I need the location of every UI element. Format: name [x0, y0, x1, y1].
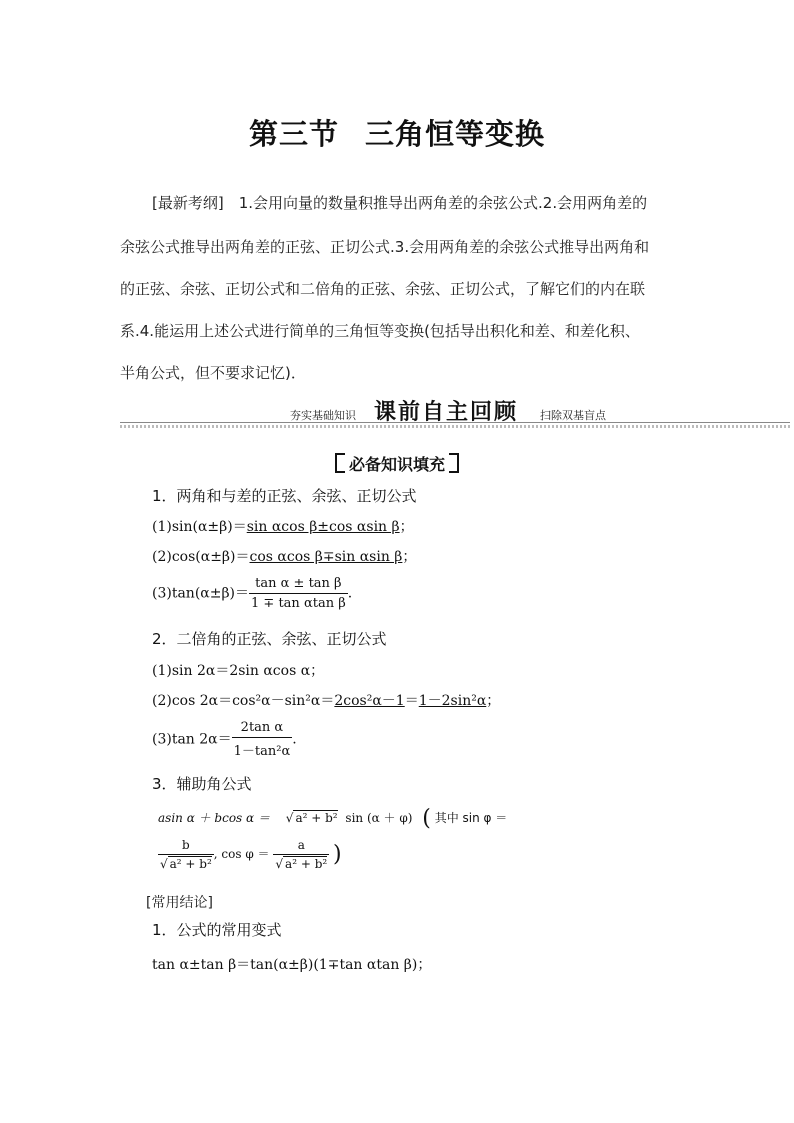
conclusion-heading: 1．公式的常用变式 [152, 921, 282, 939]
item3-formula-line-1 [158, 806, 507, 831]
fraction-denominator: 1 ∓ tan αtan β [251, 596, 346, 611]
fraction-numerator: tan α ± tan β [249, 576, 348, 594]
fraction-denominator: 1－tan²α [233, 744, 291, 759]
sqrt-expression: a² + b² [285, 857, 328, 871]
fill-answer: cos αcos β∓sin αsin β [249, 549, 403, 565]
formula-note: 其中 sin φ ＝ [434, 811, 508, 825]
fraction [273, 838, 329, 871]
fraction-numerator: b [158, 838, 214, 855]
section-banner [120, 395, 790, 427]
open-paren-icon: ( [422, 806, 431, 831]
item2-formula-3 [152, 720, 297, 759]
formula-prefix: (2)cos 2α＝cos²α－sin²α＝ [152, 693, 335, 709]
formula-suffix: ； [486, 693, 501, 709]
item2-formula-1: (1)sin 2α＝2sin αcos α； [152, 663, 325, 679]
banner-dotted-rule [120, 425, 790, 428]
item1-heading: 1．两角和与差的正弦、余弦、正切公式 [152, 487, 417, 505]
item2-heading: 2．二倍角的正弦、余弦、正切公式 [152, 630, 387, 648]
fraction-numerator: a [273, 838, 329, 855]
left-bracket-icon [335, 453, 345, 473]
formula-suffix: . [292, 731, 297, 748]
right-bracket-icon [449, 453, 459, 473]
intro-line-1: [最新考纲] 1.会用向量的数量积推导出两角差的余弦公式.2.会用两角差的 [152, 194, 648, 212]
fill-answer: 2cos²α－1 [334, 693, 405, 709]
conclusion-formula: tan α±tan β＝tan(α±β)(1∓tan αtan β)； [152, 957, 432, 973]
section-heading [0, 452, 794, 475]
formula-prefix: (3)tan 2α＝ [152, 731, 232, 748]
fraction [232, 720, 293, 759]
formula-left: asin α ＋ bcos α ＝ [158, 811, 270, 825]
fraction [158, 838, 214, 871]
item2-formula-2 [152, 690, 500, 710]
formula-prefix: (3)tan(α±β)＝ [152, 585, 250, 602]
title-topic: 三角恒等变换 [365, 117, 546, 151]
sqrt-symbol-icon: √ [285, 811, 294, 825]
formula-prefix: (1)sin(α±β)＝ [152, 519, 247, 535]
intro-line-2: 余弦公式推导出两角差的正弦、正切公式.3.会用两角差的余弦公式推导出两角和 [120, 238, 650, 256]
item1-formula-2 [152, 546, 416, 566]
title-section-number: 第三节 [248, 117, 339, 151]
banner-right-text: 扫除双基盲点 [540, 409, 606, 422]
fraction-denominator: √ a² + b² [275, 857, 328, 871]
banner-left-text: 夯实基础知识 [290, 409, 356, 422]
intro-line-3: 的正弦、余弦、正切公式和二倍角的正弦、余弦、正切公式，了解它们的内在联 [120, 280, 646, 298]
conclusion-tag: [常用结论] [146, 895, 213, 911]
fraction-denominator: √ a² + b² [160, 857, 212, 871]
formula-cos-part: , cos φ ＝ [213, 847, 270, 861]
item1-formula-1 [152, 516, 414, 536]
banner-title: 课前自主回顾 [374, 400, 519, 425]
item1-formula-3 [152, 576, 352, 611]
formula-prefix: (2)cos(α±β)＝ [152, 549, 250, 565]
formula-equals: ＝ [404, 693, 419, 709]
formula-suffix: . [347, 585, 353, 602]
fill-answer: 1－2sin²α [418, 693, 487, 709]
banner-rule [120, 422, 790, 423]
sqrt-expression: a² + b² [295, 811, 338, 825]
intro-line-4: 系.4.能运用上述公式进行简单的三角恒等变换(包括导出积化和差、和差化积、 [120, 322, 640, 340]
formula-middle: sin (α ＋ φ) [345, 811, 413, 825]
fraction-numerator: 2tan α [232, 720, 293, 738]
intro-line-5: 半角公式，但不要求记忆)． [120, 364, 306, 382]
sqrt-expression: a² + b² [169, 857, 212, 871]
formula-suffix: ； [402, 549, 417, 565]
item3-heading: 3．辅助角公式 [152, 775, 252, 793]
formula-suffix: ； [399, 519, 414, 535]
page-title [0, 112, 794, 153]
section-label: 必备知识填充 [348, 455, 445, 474]
fill-answer: sin αcos β±cos αsin β [246, 519, 400, 535]
fraction [249, 576, 348, 611]
close-paren-icon: ) [333, 842, 342, 867]
item3-formula-line-2 [158, 838, 342, 871]
